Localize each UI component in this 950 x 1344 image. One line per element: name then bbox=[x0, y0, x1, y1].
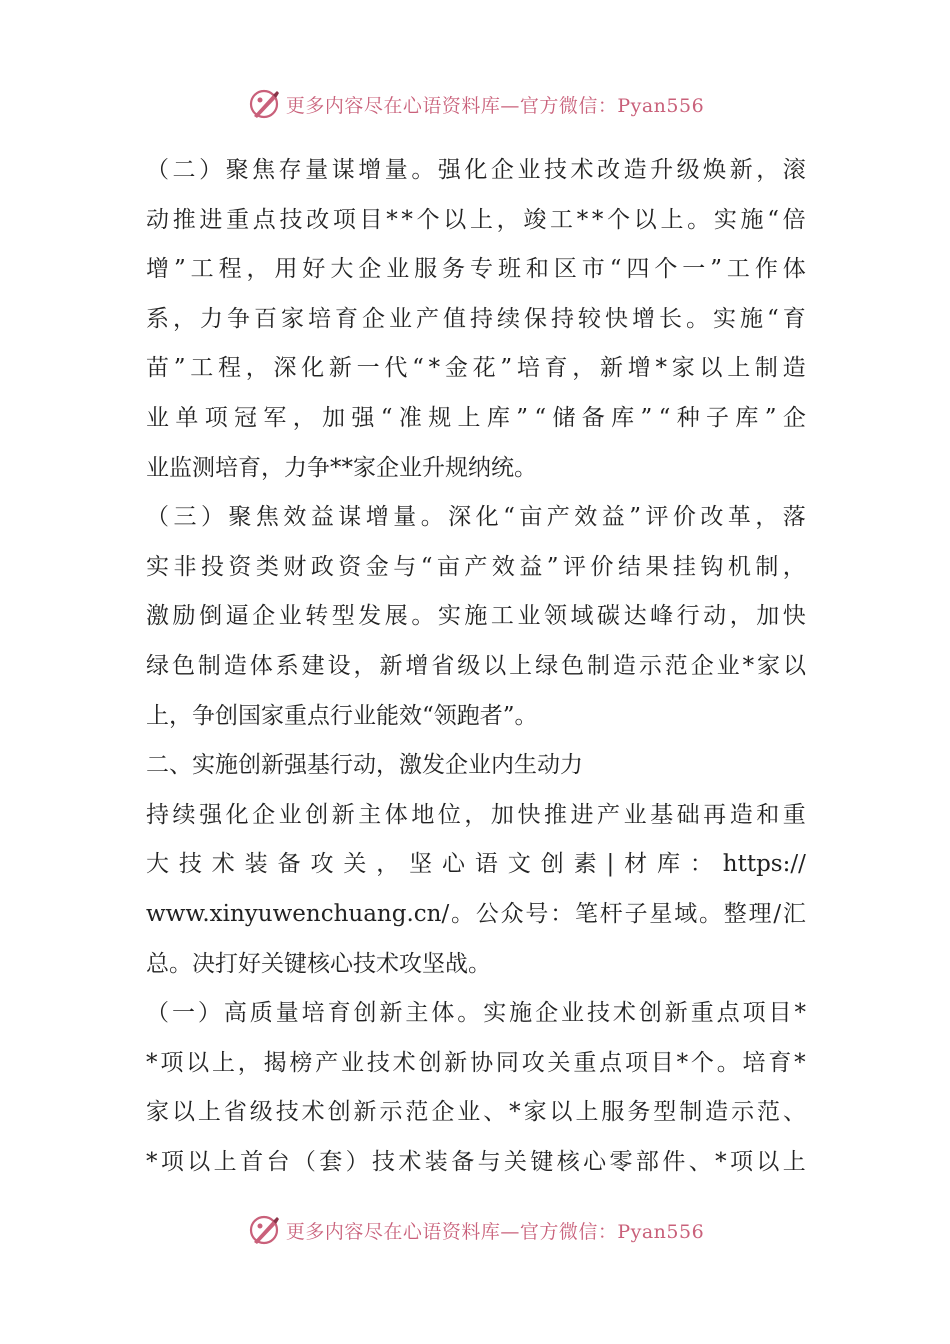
text-line: * 项 以 上 ， 揭 榜 产 业 技 术 创 新 协 同 攻 关 重 点 项 目 * 个 。 培 育 * bbox=[146, 1049, 806, 1076]
text-line: * 项 以 上 首 台 （ 套 ） 技 术 装 备 与 关 键 核 心 零 部 件 、 * 项 以 上 bbox=[146, 1148, 806, 1175]
banner-text: 更多内容尽在心语资料库—官方微信：Pyan556 bbox=[285, 94, 705, 117]
text-line: 系 ， 力 争 百 家 培 育 企 业 产 值 持 续 保 持 较 快 增 长 。 实 施 “ 育 bbox=[146, 305, 806, 332]
text-line: 总。决打好关键核心技术攻坚战。 bbox=[146, 950, 491, 977]
text-line: 动 推 进 重 点 技 改 项 目 * * 个 以 上 ， 竣 工 * * 个 以 上 。 实 施 “ 倍 bbox=[146, 206, 806, 233]
text-line: （ 一 ） 高 质 量 培 育 创 新 主 体 。 实 施 企 业 技 术 创 新 重 点 项 目 * bbox=[146, 1000, 806, 1027]
pen-logo-icon bbox=[246, 86, 282, 122]
text-line: 实 非 投 资 类 财 政 资 金 与 “ 亩 产 效 益 ” 评 价 结 果 挂 钩 机 制 ， bbox=[146, 553, 806, 580]
text-line: 家 以 上 省 级 技 术 创 新 示 范 企 业 、 * 家 以 上 服 务 型 制 造 示 范 、 bbox=[146, 1099, 806, 1126]
text-line: 上，争创国家重点行业能效“领跑者”。 bbox=[146, 702, 538, 729]
text-line: 业监测培育，力争**家企业升规纳统。 bbox=[146, 454, 537, 481]
text-line: 激 励 倒 逼 企 业 转 型 发 展 。 实 施 工 业 领 域 碳 达 峰 行 动 ， 加 快 bbox=[146, 603, 806, 630]
text-line: 苗 ” 工 程 ， 深 化 新 一 代 “ * 金 花 ” 培 育 ， 新 增 * 家 以 上 制 造 bbox=[146, 355, 806, 382]
banner-text: 更多内容尽在心语资料库—官方微信：Pyan556 bbox=[285, 1220, 705, 1243]
text-line: 二、实施创新强基行动，激发企业内生动力 bbox=[146, 752, 583, 779]
text-line: 绿 色 制 造 体 系 建 设 ， 新 增 省 级 以 上 绿 色 制 造 示 范 企 业 * 家 以 bbox=[146, 652, 806, 679]
pen-logo-icon bbox=[246, 1212, 282, 1248]
text-line: （ 二 ） 聚 焦 存 量 谋 增 量 。 强 化 企 业 技 术 改 造 升 级 焕 新 ， 滚 bbox=[146, 157, 806, 183]
text-line: 持 续 强 化 企 业 创 新 主 体 地 位 ， 加 快 推 进 产 业 基 础 再 造 和 重 bbox=[146, 801, 806, 828]
footer-banner bbox=[0, 1210, 950, 1250]
header-banner bbox=[0, 84, 950, 124]
text-line: www.xinyuwenchuang.cn/ 。 公 众 号 ： 笔 杆 子 星 域 。 整 理 / 汇 bbox=[146, 900, 806, 927]
text-line: （ 三 ） 聚 焦 效 益 谋 增 量 。 深 化 “ 亩 产 效 益 ” 评 价 改 革 ， 落 bbox=[146, 504, 806, 531]
document-body bbox=[146, 146, 806, 1187]
text-line: 大 技 术 装 备 攻 关 ， 坚 心 语 文 创 素 | 材 库 ： https:// bbox=[146, 851, 806, 878]
text-line: 增 ” 工 程 ， 用 好 大 企 业 服 务 专 班 和 区 市 “ 四 个 一 ” 工 作 体 bbox=[146, 256, 806, 283]
text-line: 业 单 项 冠 军 ， 加 强 “ 准 规 上 库 ” “ 储 备 库 ” “ 种 子 库 ” 企 bbox=[146, 404, 806, 431]
